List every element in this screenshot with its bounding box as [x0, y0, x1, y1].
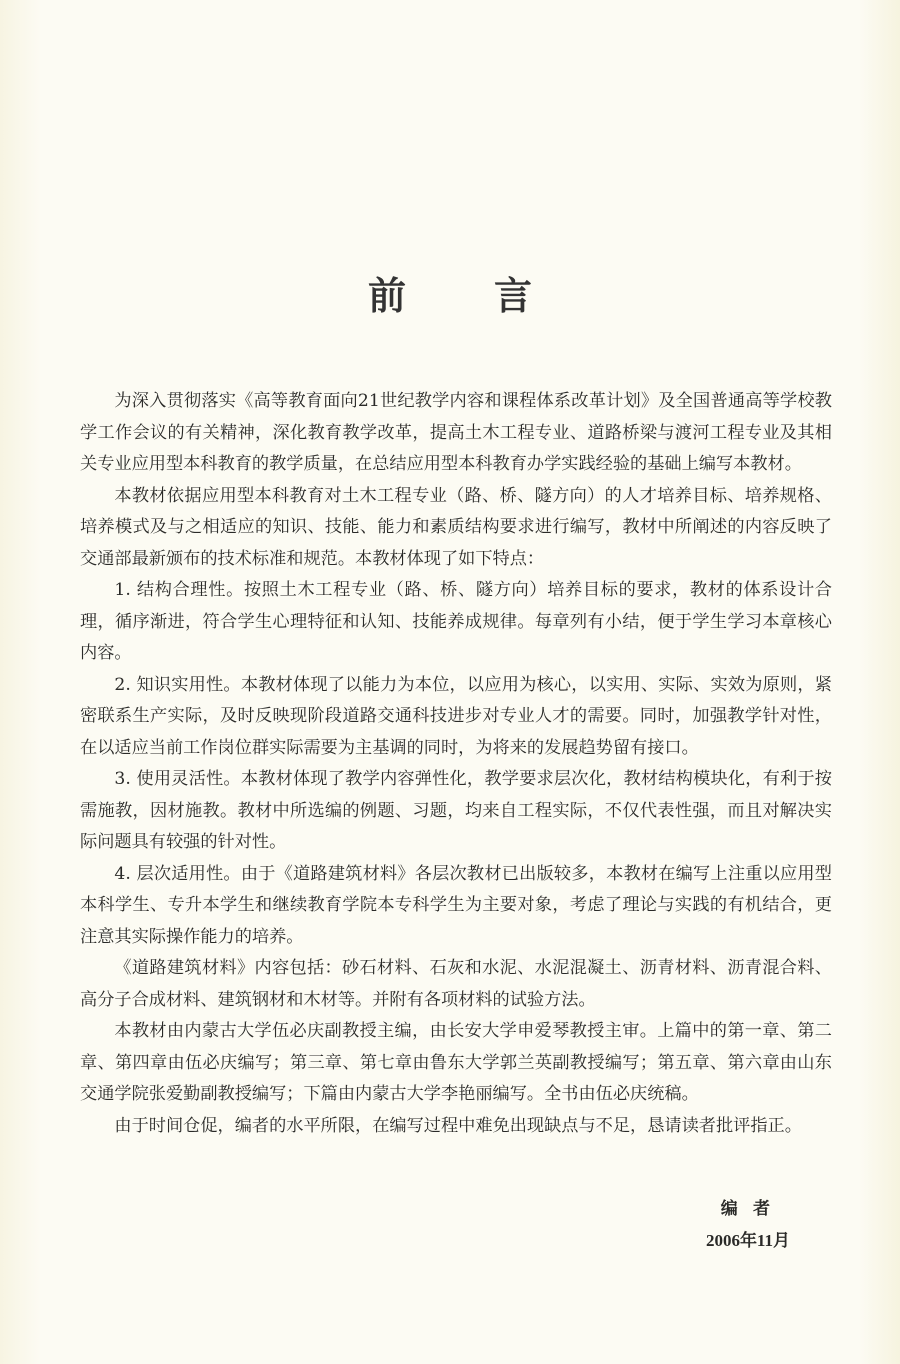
preface-body — [80, 386, 832, 1142]
paragraph-authors: 本教材由内蒙古大学伍必庆副教授主编，由长安大学申爱琴教授主审。上篇中的第一章、第二章、第四章由伍必庆编写；第三章、第七章由鲁东大学郭兰英副教授编写；第五章、第六章由山东交通学院张爱勤副教授编写；下篇由内蒙古大学李艳丽编写。全书由伍必庆统稿。 — [80, 1021, 832, 1104]
paragraph-feature-4: 4. 层次适用性。由于《道路建筑材料》各层次教材已出版较多，本教材在编写上注重以应用型本科学生、专升本学生和继续教育学院本专科学生为主要对象，考虑了理论与实践的有机结合，更注意其实际操作能力的培养。 — [80, 863, 832, 947]
title-char-2: 言 — [494, 274, 533, 319]
paragraph-contents: 《道路建筑材料》内容包括：砂石材料、石灰和水泥、水泥混凝土、沥青材料、沥青混合料、高分子合成材料、建筑钢材和木材等。并附有各项材料的试验方法。 — [80, 958, 832, 1010]
paragraph-intro: 为深入贯彻落实《高等教育面向21世纪教学内容和课程体系改革计划》及全国普通高等学校教学工作会议的有关精神，深化教育教学改革，提高土木工程专业、道路桥梁与渡河工程专业及其相关专业应用型本科教育的教学质量，在总结应用型本科教育办学实践经验的基础上编写本教材。 — [80, 391, 832, 474]
signature-author: 编者 — [720, 1199, 786, 1218]
paragraph-feature-1: 1. 结构合理性。按照土木工程专业（路、桥、隧方向）培养目标的要求，教材的体系设计合理，循序渐进，符合学生心理特征和认知、技能养成规律。每章列有小结，便于学生学习本章核心内容。 — [80, 580, 832, 663]
title-char-1: 前 — [367, 274, 406, 319]
paragraph-closing: 由于时间仓促，编者的水平所限，在编写过程中难免出现缺点与不足，恳请读者批评指正。 — [114, 1115, 802, 1136]
signature-date: 2006年11月 — [705, 1231, 790, 1250]
paragraph-basis: 本教材依据应用型本科教育对土木工程专业（路、桥、隧方向）的人才培养目标、培养规格、培养模式及与之相适应的知识、技能、能力和素质结构要求进行编写，教材中所阐述的内容反映了交通部最新颁布的技术标准和规范。本教材体现了如下特点： — [80, 485, 832, 569]
page-title — [0, 265, 900, 320]
paragraph-feature-2: 2. 知识实用性。本教材体现了以能力为本位，以应用为核心，以实用、实际、实效为原则，紧密联系生产实际，及时反映现阶段道路交通科技进步对专业人才的需要。同时，加强教学针对性，在以适应当前工作岗位群实际需要为主基调的同时，为将来的发展趋势留有接口。 — [80, 674, 832, 758]
signature-block — [706, 1193, 790, 1257]
paragraph-feature-3: 3. 使用灵活性。本教材体现了教学内容弹性化，教学要求层次化，教材结构模块化，有利于按需施教，因材施教。教材中所选编的例题、习题，均来自工程实际，不仅代表性强，而且对解决实际问题具有较强的针对性。 — [80, 769, 832, 852]
